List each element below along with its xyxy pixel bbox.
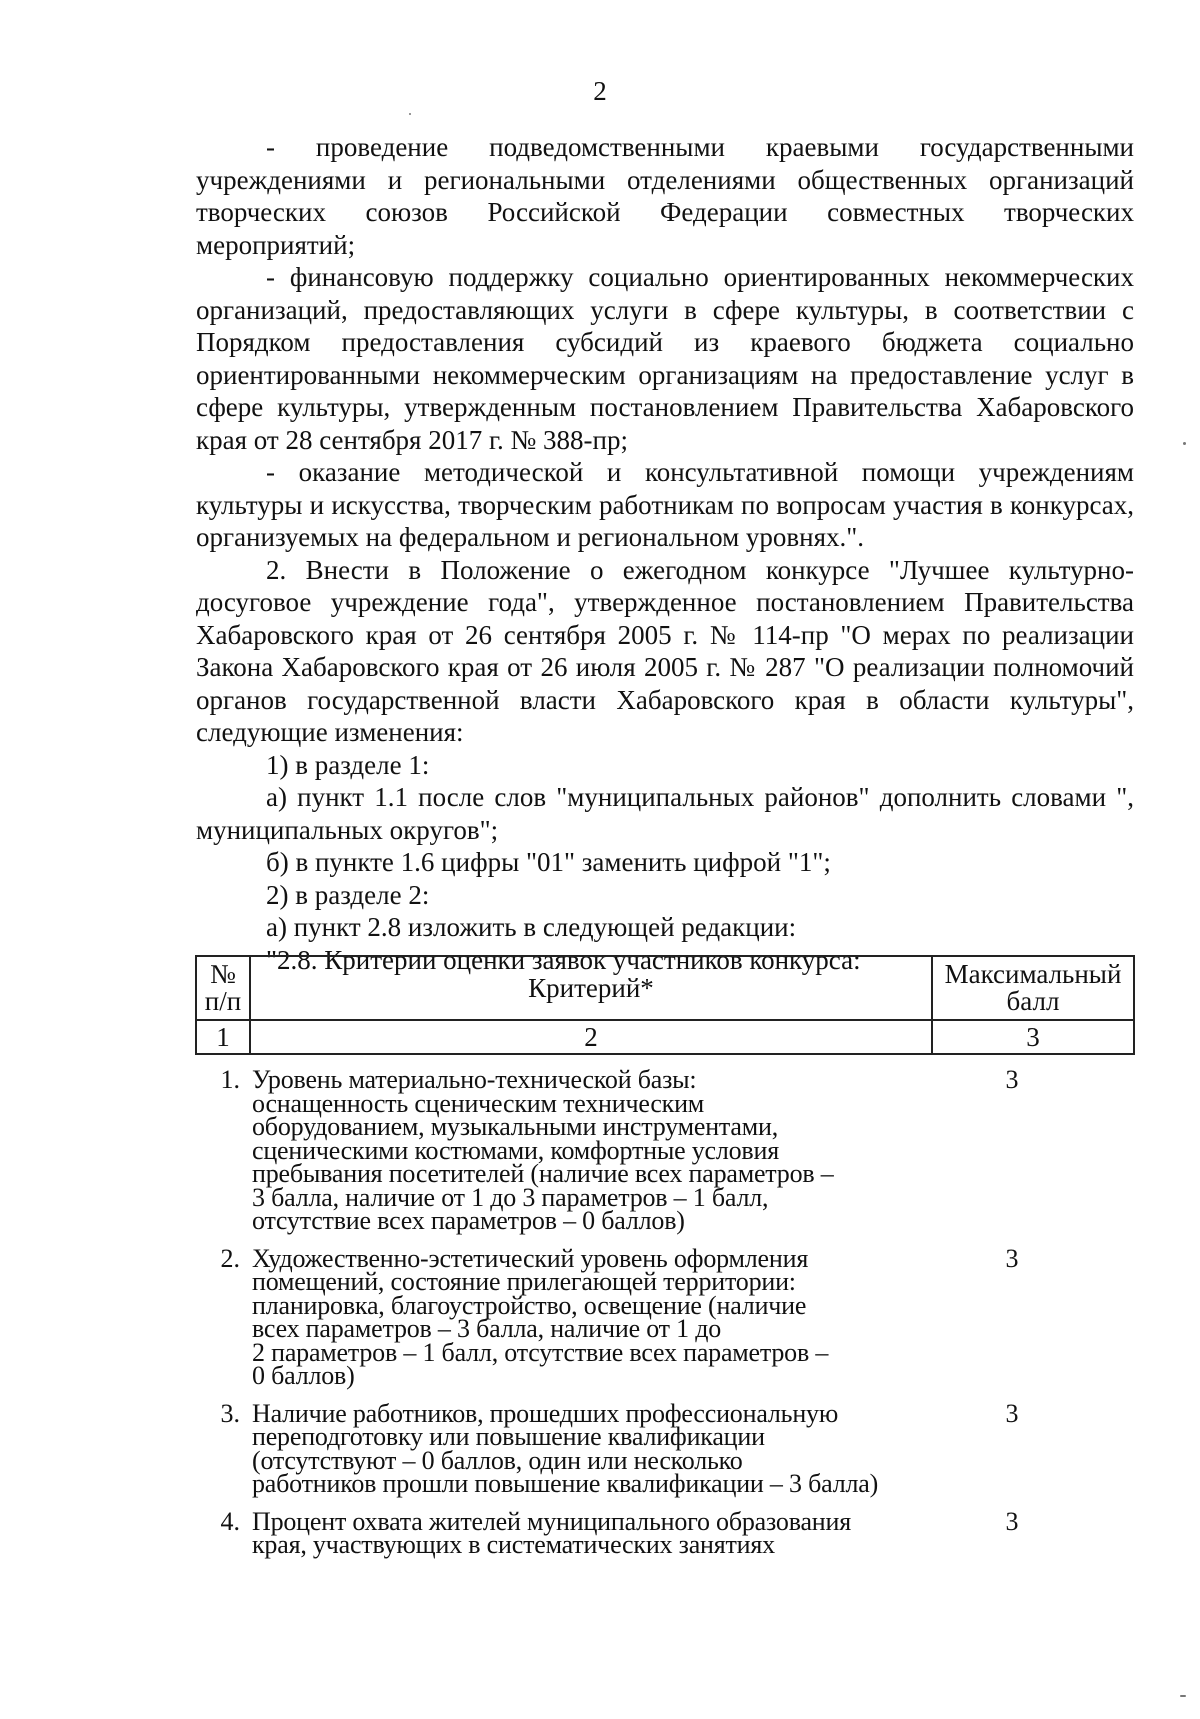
- row-number: 3.: [220, 1398, 240, 1428]
- criterion-line: сценическими костюмами, комфортные условия: [252, 1135, 779, 1165]
- table-row: [195, 1506, 1135, 1559]
- header-cell-max-score: [932, 956, 1134, 1020]
- header-criterion-label: Критерий*: [528, 972, 654, 1003]
- paragraph: - финансовую поддержку социально ориентированных некоммерческих организаций, предоставляющих услуги в сфере культуры, в соответствии с Порядком предоставления субсидий из краевого бюджета социально ориентированными некоммерческим организациям на предоставление услуг в сфере культуры, утвержденным постановлением Правительства Хабаровского края от 28 сентября 2017 г. № 388-пр;: [196, 262, 1134, 455]
- row-criterion-text: [252, 1243, 942, 1390]
- criterion-line: (отсутствуют – 0 баллов, один или несколько: [252, 1445, 743, 1475]
- criterion-line: 2 параметров – 1 балл, отсутствие всех параметров –: [252, 1337, 829, 1367]
- criterion-line: работников прошли повышение квалификации – 3 балла): [252, 1469, 879, 1498]
- header-cell-criterion: [250, 956, 932, 1020]
- paragraph: 1) в разделе 1:: [266, 749, 430, 780]
- row-score: 3: [1005, 1398, 1019, 1428]
- row-number: 1.: [220, 1065, 240, 1094]
- criterion-line: 3 балла, наличие от 1 до 3 параметров – 1 балл,: [252, 1182, 769, 1212]
- paragraph: а) пункт 1.1 после слов "муниципальных районов" дополнить словами ", муниципальных округов";: [196, 782, 1134, 845]
- row-number: 2.: [220, 1243, 240, 1273]
- criterion-line: 0 баллов): [252, 1361, 355, 1390]
- table-row: [195, 1398, 1135, 1498]
- header-max-line2: балл: [1006, 986, 1060, 1016]
- criteria-table-header: [195, 955, 1135, 1055]
- paragraph: 2) в разделе 2:: [266, 879, 430, 910]
- criterion-line: помещений, состояние прилегающей территории:: [252, 1267, 796, 1296]
- header-number-line2: п/п: [204, 986, 242, 1016]
- criterion-line: Наличие работников, прошедших профессиональную: [252, 1398, 839, 1428]
- criterion-line: всех параметров – 3 балла, наличие от 1 до: [252, 1314, 722, 1343]
- column-number-cell: 2: [250, 1020, 932, 1054]
- criterion-line: оснащенность сценическим техническим: [252, 1088, 705, 1118]
- table-row: [195, 1243, 1135, 1390]
- paragraph: б) в пункте 1.6 цифры "01" заменить цифрой "1";: [266, 847, 831, 877]
- row-score: 3: [1005, 1243, 1019, 1273]
- criterion-line: Процент охвата жителей муниципального образования: [252, 1506, 851, 1536]
- row-number: 4.: [220, 1506, 240, 1536]
- criterion-line: переподготовку или повышение квалификации: [252, 1422, 765, 1451]
- paragraph: а) пункт 2.8 изложить в следующей редакции:: [266, 912, 797, 942]
- scan-speck: [409, 113, 411, 115]
- header-number-line1: №: [210, 959, 236, 989]
- criterion-line: оборудованием, музыкальными инструментами,: [252, 1112, 779, 1141]
- row-criterion-text: [252, 1065, 942, 1235]
- table-header-row: [196, 956, 1134, 1020]
- criteria-rows: [195, 1065, 1135, 1571]
- header-max-line1: Максимальный: [944, 959, 1122, 989]
- table-row: [195, 1065, 1135, 1235]
- paragraph: 2. Внести в Положение о ежегодном конкурсе "Лучшее культурно-досуговое учреждение года", утвержденное постановлением Правительства Хабаровского края от 26 сентября 2005 г. № 114-пр "О мерах по реализации Закона Хабаровского края от 26 июля 2005 г. № 287 "О реализации полномочий органов государственной власти Хабаровского края в области культуры", следующие изменения:: [196, 554, 1134, 747]
- scan-speck: [1180, 1695, 1186, 1697]
- criterion-line: пребывания посетителей (наличие всех параметров –: [252, 1159, 834, 1188]
- criterion-line: планировка, благоустройство, освещение (наличие: [252, 1290, 807, 1320]
- criterion-line: края, участвующих в систематических занятиях: [252, 1530, 775, 1559]
- row-criterion-text: [252, 1398, 942, 1498]
- header-cell-number: [196, 956, 250, 1020]
- column-number-row: [196, 1020, 1134, 1054]
- criterion-line: Художественно-эстетический уровень оформления: [252, 1243, 809, 1273]
- document-body: [196, 131, 1134, 976]
- row-criterion-text: [252, 1506, 942, 1559]
- paragraph: "2.8. Критерии оценки заявок участников конкурса:: [266, 944, 861, 975]
- criterion-line: Уровень материально-технической базы:: [252, 1065, 697, 1094]
- row-score: 3: [1005, 1506, 1019, 1536]
- criterion-line: отсутствие всех параметров – 0 баллов): [252, 1206, 685, 1235]
- column-number-cell: 1: [196, 1020, 250, 1054]
- paragraph: - оказание методической и консультативной помощи учреждениям культуры и искусства, творческим работникам по вопросам участия в конкурсах, организуемых на федеральном и региональном уровнях.".: [196, 457, 1134, 552]
- column-number-cell: 3: [932, 1020, 1134, 1054]
- page-number: 2: [593, 76, 607, 106]
- row-score: 3: [1005, 1065, 1019, 1094]
- paragraph: - проведение подведомственными краевыми государственными учреждениями и региональными отделениями общественных организаций творческих союзов Российской Федерации совместных творческих мероприятий;: [196, 132, 1134, 260]
- scan-speck: [1183, 442, 1186, 445]
